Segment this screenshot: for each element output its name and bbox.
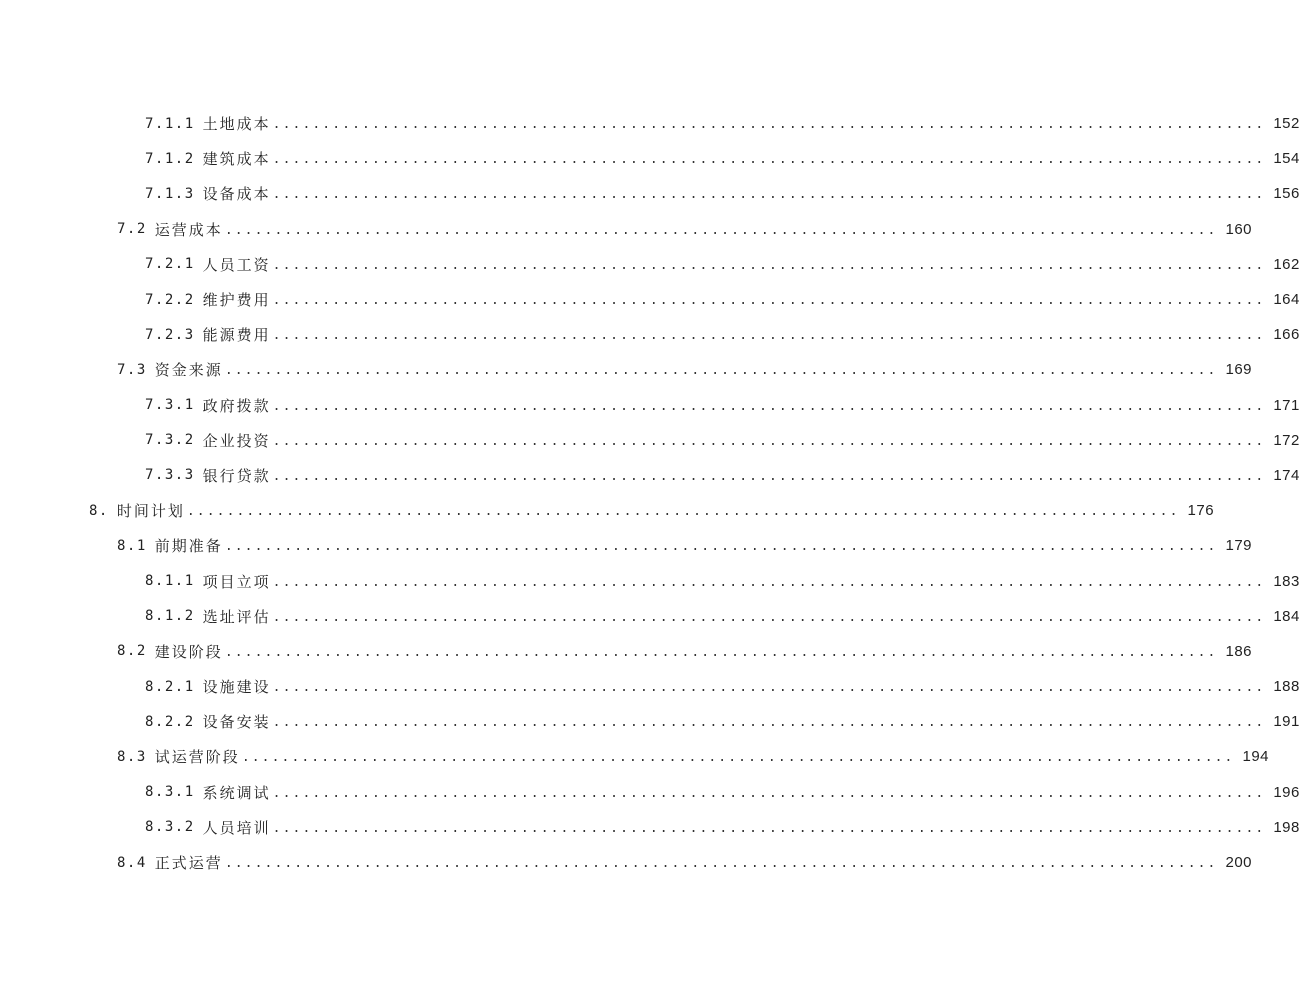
toc-entry-title: 设备安装 — [202, 713, 271, 732]
toc-entry-title: 设备成本 — [202, 185, 271, 204]
toc-entry-number: 8.2.2 — [145, 713, 195, 730]
toc-entry-page-number: 198 — [1273, 818, 1300, 836]
toc-entry-title: 企业投资 — [202, 431, 271, 450]
toc-dot-leader: .................................................................................................... — [272, 257, 1266, 273]
toc-entry-number: 8.2.1 — [145, 678, 195, 695]
toc-entry[interactable] — [0, 458, 1300, 493]
toc-entry-title: 选址评估 — [202, 607, 271, 626]
toc-dot-leader: .................................................................................................... — [272, 328, 1266, 344]
toc-dot-leader: .................................................................................................... — [186, 504, 1180, 520]
toc-dot-leader: .................................................................................................... — [272, 715, 1266, 731]
toc-entry-title: 前期准备 — [154, 537, 223, 556]
toc-entry[interactable] — [0, 423, 1300, 458]
toc-entry-number: 8.1 — [117, 537, 147, 554]
toc-entry-number: 7.1.3 — [145, 185, 195, 202]
toc-entry-page-number: 183 — [1273, 572, 1300, 590]
toc-entry-page-number: 200 — [1225, 854, 1253, 872]
toc-entry[interactable] — [0, 528, 1253, 563]
toc-dot-leader: .................................................................................................... — [272, 609, 1266, 625]
toc-entry[interactable] — [0, 282, 1300, 317]
toc-entry-title: 项目立项 — [202, 572, 271, 591]
toc-entry[interactable] — [0, 212, 1253, 247]
toc-entry-number: 8.2 — [117, 643, 147, 660]
toc-entry-number: 7.2.3 — [145, 326, 195, 343]
toc-entry-page-number: 188 — [1273, 678, 1300, 696]
toc-entry-title: 人员工资 — [202, 255, 271, 274]
toc-entry[interactable] — [0, 493, 1215, 528]
toc-entry-page-number: 194 — [1242, 748, 1270, 766]
toc-entry[interactable] — [0, 845, 1253, 880]
toc-entry-page-number: 169 — [1225, 361, 1253, 379]
toc-entry-number: 8. — [89, 502, 109, 519]
toc-entry[interactable] — [0, 176, 1300, 211]
toc-entry-page-number: 154 — [1273, 150, 1300, 168]
toc-entry-page-number: 160 — [1225, 220, 1253, 238]
toc-entry-title: 正式运营 — [154, 854, 223, 873]
toc-entry-page-number: 164 — [1273, 291, 1300, 309]
toc-dot-leader: .................................................................................................... — [241, 750, 1235, 766]
toc-entry[interactable] — [0, 141, 1300, 176]
toc-entry[interactable] — [0, 247, 1300, 282]
toc-dot-leader: .................................................................................................... — [272, 187, 1266, 203]
toc-entry-title: 银行贷款 — [202, 466, 271, 485]
toc-entry-page-number: 172 — [1273, 431, 1300, 449]
toc-entry-number: 8.3.2 — [145, 819, 195, 836]
toc-dot-leader: .................................................................................................... — [224, 539, 1218, 555]
toc-entry-title: 能源费用 — [202, 326, 271, 345]
toc-entry-page-number: 174 — [1273, 466, 1300, 484]
toc-dot-leader: .................................................................................................... — [224, 363, 1218, 379]
toc-dot-leader: .................................................................................................... — [272, 574, 1266, 590]
toc-entry[interactable] — [0, 810, 1300, 845]
toc-entry-page-number: 176 — [1187, 502, 1215, 520]
toc-entry-title: 设施建设 — [202, 678, 271, 697]
toc-entry-number: 7.3.3 — [145, 467, 195, 484]
toc-entry[interactable] — [0, 106, 1300, 141]
toc-entry-page-number: 166 — [1273, 326, 1300, 344]
toc-dot-leader: .................................................................................................... — [272, 680, 1266, 696]
toc-dot-leader: .................................................................................................... — [272, 785, 1266, 801]
toc-entry[interactable] — [0, 775, 1300, 810]
toc-entry-number: 8.3 — [117, 748, 147, 765]
toc-entry-title: 政府拨款 — [202, 396, 271, 415]
toc-entry[interactable] — [0, 634, 1253, 669]
toc-entry-number: 7.2.1 — [145, 256, 195, 273]
toc-entry[interactable] — [0, 352, 1253, 387]
toc-entry-number: 7.1.2 — [145, 150, 195, 167]
toc-entry-title: 建筑成本 — [202, 150, 271, 169]
toc-dot-leader: .................................................................................................... — [272, 293, 1266, 309]
toc-entry[interactable] — [0, 563, 1300, 598]
toc-entry[interactable] — [0, 669, 1300, 704]
toc-entry-number: 7.3.2 — [145, 432, 195, 449]
toc-dot-leader: .................................................................................................... — [224, 856, 1218, 872]
toc-entry-title: 系统调试 — [202, 783, 271, 802]
toc-entry-number: 7.3.1 — [145, 397, 195, 414]
toc-entry-title: 人员培训 — [202, 818, 271, 837]
toc-entry-page-number: 152 — [1273, 115, 1300, 133]
toc-entry[interactable] — [0, 599, 1300, 634]
toc-dot-leader: .................................................................................................... — [272, 820, 1266, 836]
toc-dot-leader: .................................................................................................... — [272, 433, 1266, 449]
toc-dot-leader: .................................................................................................... — [272, 117, 1266, 133]
toc-entry-number: 7.3 — [117, 361, 147, 378]
toc-entry-page-number: 171 — [1273, 396, 1300, 414]
toc-entry-number: 7.1.1 — [145, 115, 195, 132]
toc-entry-number: 8.1.1 — [145, 573, 195, 590]
toc-entry-number: 7.2 — [117, 221, 147, 238]
toc-entry-number: 7.2.2 — [145, 291, 195, 308]
toc-entry-number: 8.4 — [117, 854, 147, 871]
toc-entry-title: 时间计划 — [116, 502, 185, 521]
toc-entry[interactable] — [0, 388, 1300, 423]
toc-entry-title: 维护费用 — [202, 291, 271, 310]
table-of-contents — [0, 106, 1300, 880]
toc-entry[interactable] — [0, 739, 1270, 774]
toc-entry-page-number: 179 — [1225, 537, 1253, 555]
toc-entry-page-number: 162 — [1273, 255, 1300, 273]
toc-dot-leader: .................................................................................................... — [224, 222, 1218, 238]
toc-entry-number: 8.1.2 — [145, 608, 195, 625]
toc-entry-title: 建设阶段 — [154, 642, 223, 661]
toc-entry-page-number: 184 — [1273, 607, 1300, 625]
toc-entry-page-number: 196 — [1273, 783, 1300, 801]
toc-entry-title: 土地成本 — [202, 115, 271, 134]
toc-dot-leader: .................................................................................................... — [272, 152, 1266, 168]
toc-dot-leader: .................................................................................................... — [272, 398, 1266, 414]
toc-entry-page-number: 186 — [1225, 642, 1253, 660]
toc-dot-leader: .................................................................................................... — [272, 468, 1266, 484]
toc-entry-number: 8.3.1 — [145, 784, 195, 801]
toc-entry-title: 运营成本 — [154, 220, 223, 239]
toc-entry-page-number: 191 — [1273, 713, 1300, 731]
toc-entry[interactable] — [0, 317, 1300, 352]
toc-entry[interactable] — [0, 704, 1300, 739]
toc-entry-page-number: 156 — [1273, 185, 1300, 203]
toc-dot-leader: .................................................................................................... — [224, 644, 1218, 660]
toc-entry-title: 试运营阶段 — [154, 748, 240, 767]
toc-entry-title: 资金来源 — [154, 361, 223, 380]
